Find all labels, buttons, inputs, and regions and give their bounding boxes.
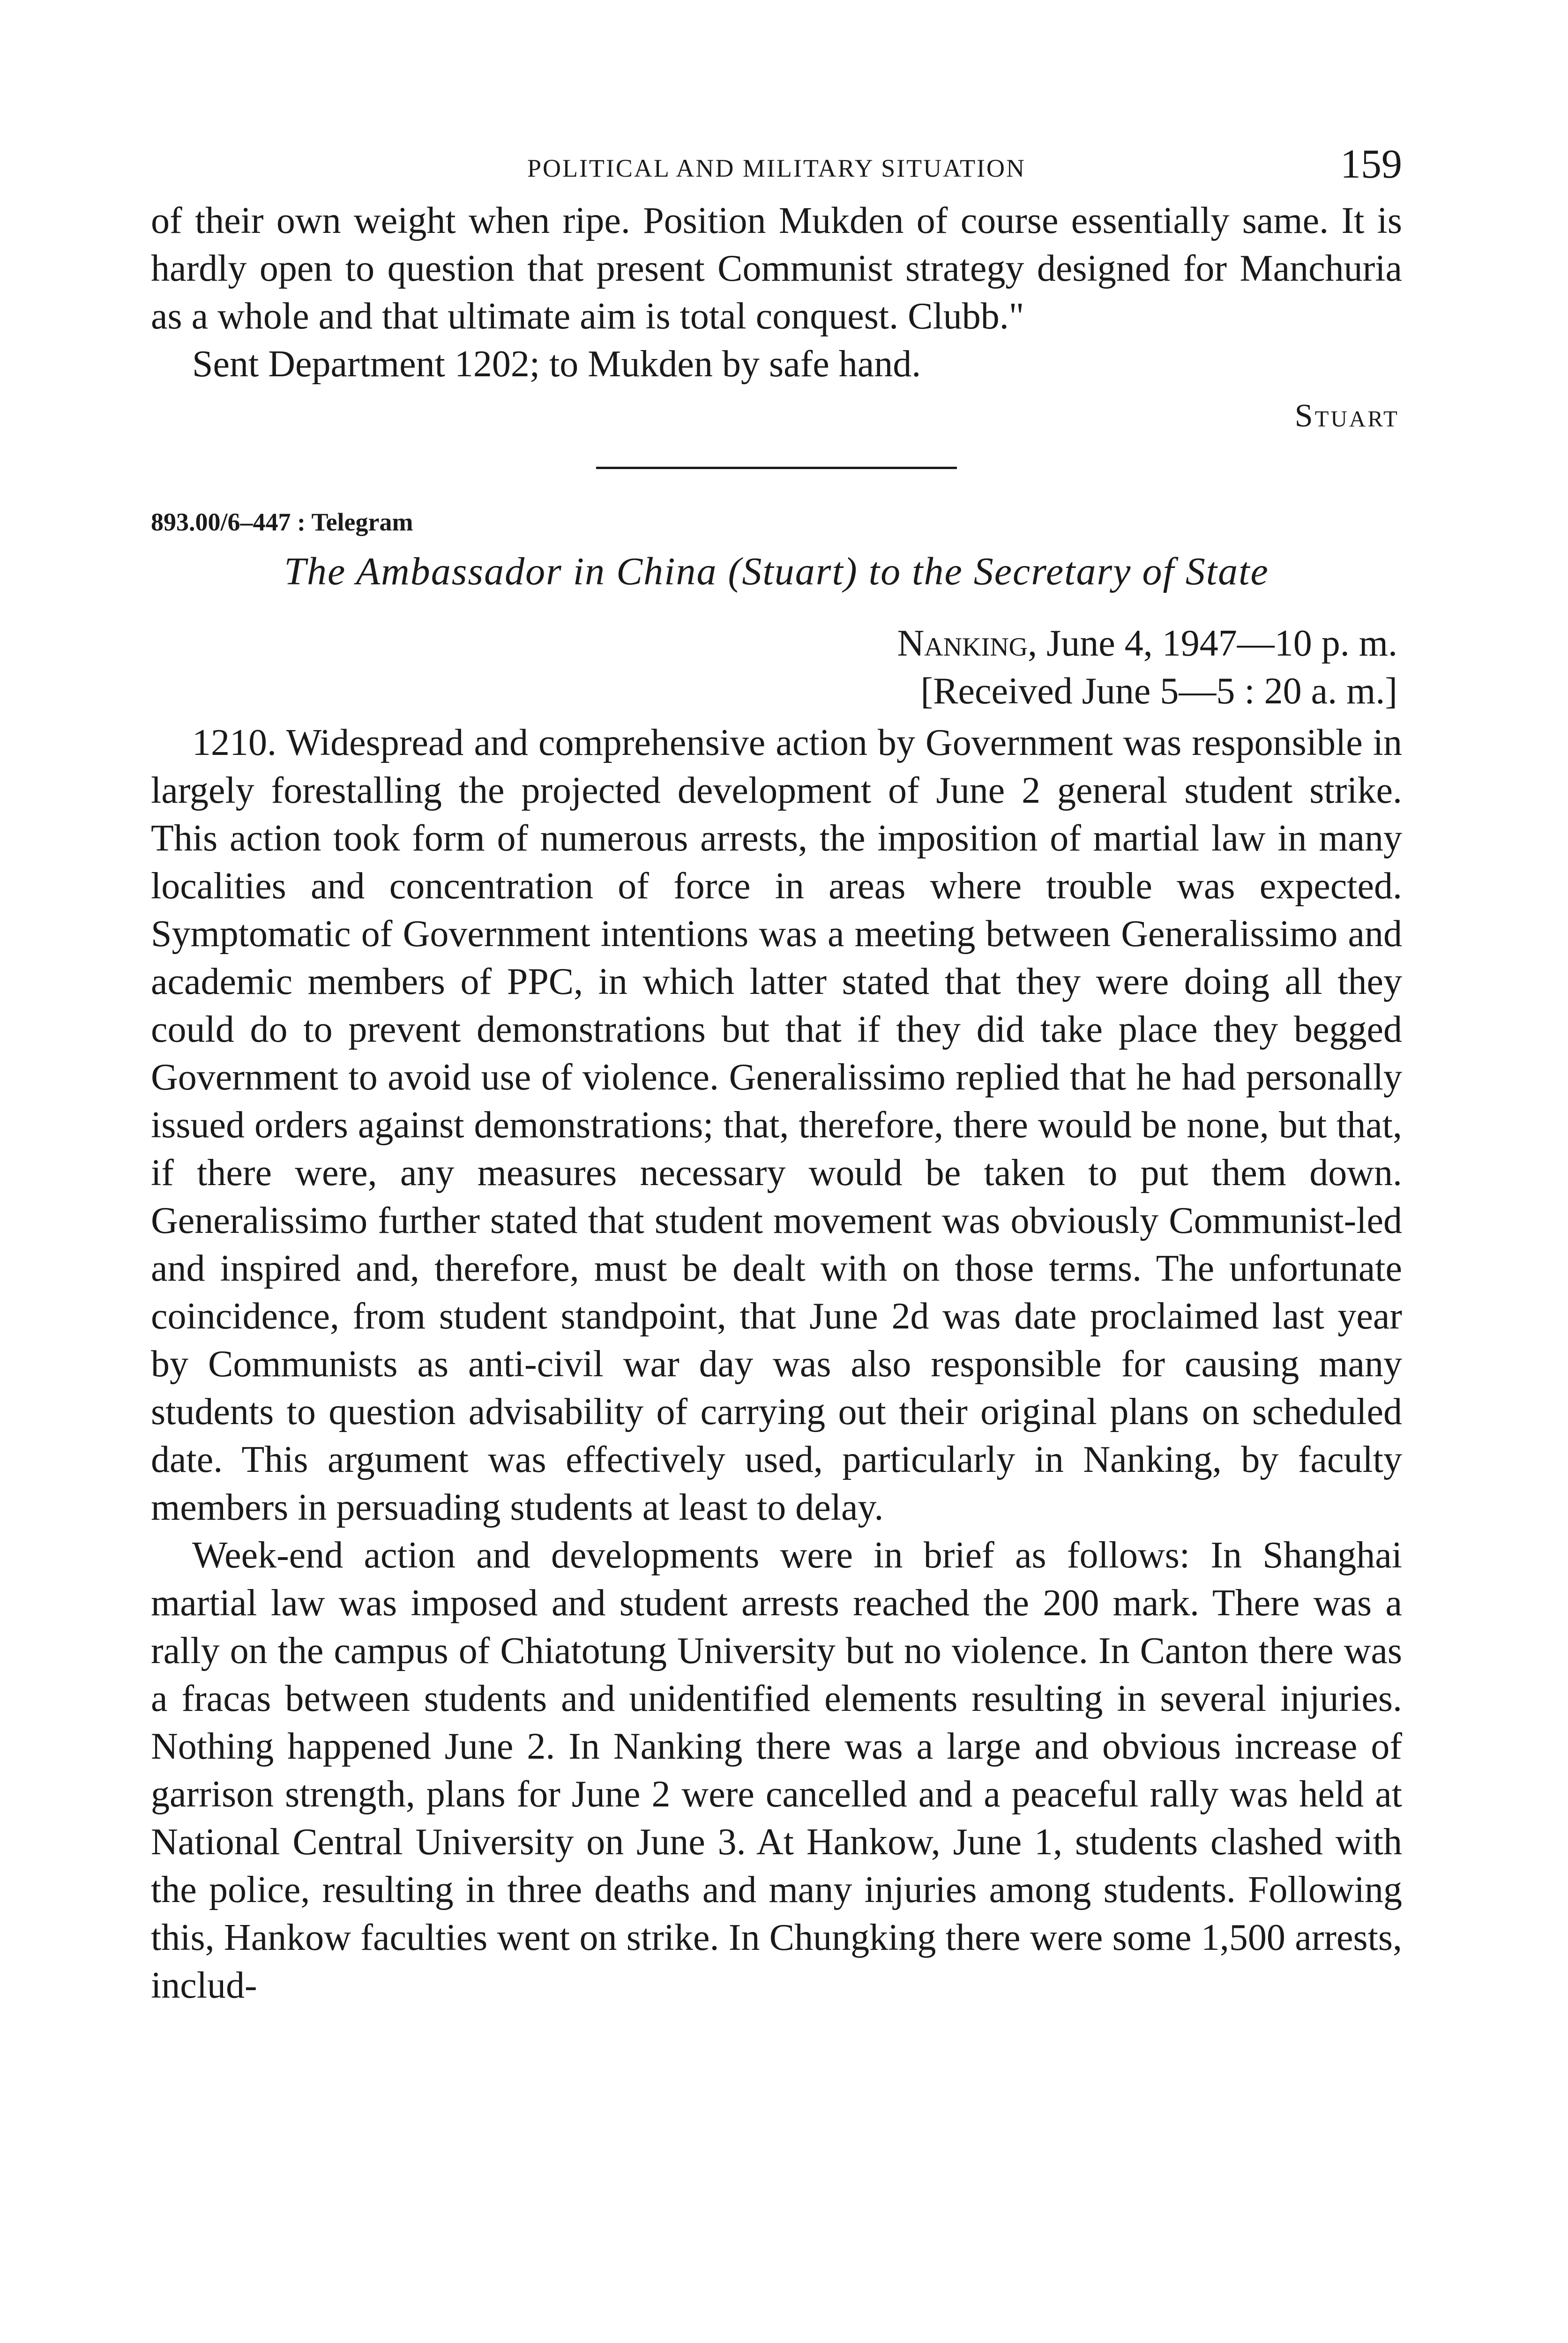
running-header bbox=[151, 141, 1402, 192]
page-number: 159 bbox=[1340, 142, 1402, 187]
dateline bbox=[151, 619, 1402, 715]
running-title: POLITICAL AND MILITARY SITUATION bbox=[527, 154, 1026, 182]
previous-document-continuation: of their own weight when ripe. Position Mukden of course essentially same. It is hardly open to question that present Communist strategy designed for Manchuria as a whole and that ultimate aim is total conquest. Clubb." bbox=[151, 200, 1402, 337]
dateline-sent bbox=[151, 619, 1397, 667]
body-paragraph: Week-end action and developments were in brief as follows: In Shanghai martial law was imposed and student arrests reached the 200 mark. There was a rally on the campus of Chiatotung University but no violence. In Canton there was a fracas between students and unidentified elements resulting in several injuries. Nothing happened June 2. In Nanking there was a large and obvious increase of garrison strength, plans for June 2 were cancelled and a peaceful rally was held at National Central University on June 3. At Hankow, June 1, students clashed with the police, resulting in three deaths and many injuries among students. Following this, Hankow faculties went on strike. In Chungking there were some 1,500 arrests, includ- bbox=[151, 1535, 1402, 2006]
document-title: The Ambassador in China (Stuart) to the Secretary of State bbox=[284, 550, 1269, 593]
dateline-date-sent: , June 4, 1947—10 p. m. bbox=[1028, 623, 1397, 664]
file-reference: 893.00/6–447 : Telegram bbox=[151, 508, 413, 536]
section-divider bbox=[596, 467, 957, 469]
body-paragraph: 1210. Widespread and comprehensive action by Government was responsible in largely forestalling the projected development of June 2 general student strike. This action took form of numerous arrests, the imposition of martial law in many localities and concentration of force in areas where trouble was expected. Symptomatic of Government intentions was a meeting between Generalissimo and academic members of PPC, in which latter stated that they were doing all they could do to prevent demonstrations but that if they did take place they begged Government to avoid use of violence. Generalissimo replied that he had personally issued orders against demonstrations; that, therefore, there would be none, but that, if there were, any measures necessary would be taken to put them down. Generalissimo further stated that student movement was obviously Communist-led and inspired and, therefore, must be dealt with on those terms. The unfortunate coincidence, from student standpoint, that June 2d was date proclaimed last year by Communists as anti-civil war day was also responsible for causing many students to question advisability of carrying out their original plans on scheduled date. This argument was effectively used, particularly in Nanking, by faculty members in persuading students at least to delay. bbox=[151, 722, 1402, 1528]
document-page bbox=[151, 141, 1402, 2009]
signature: Stuart bbox=[1294, 398, 1399, 434]
distribution-line: Sent Department 1202; to Mukden by safe hand. bbox=[192, 343, 921, 385]
dateline-received: [Received June 5—5 : 20 a. m.] bbox=[920, 671, 1397, 712]
dateline-place: Nanking bbox=[897, 623, 1028, 664]
